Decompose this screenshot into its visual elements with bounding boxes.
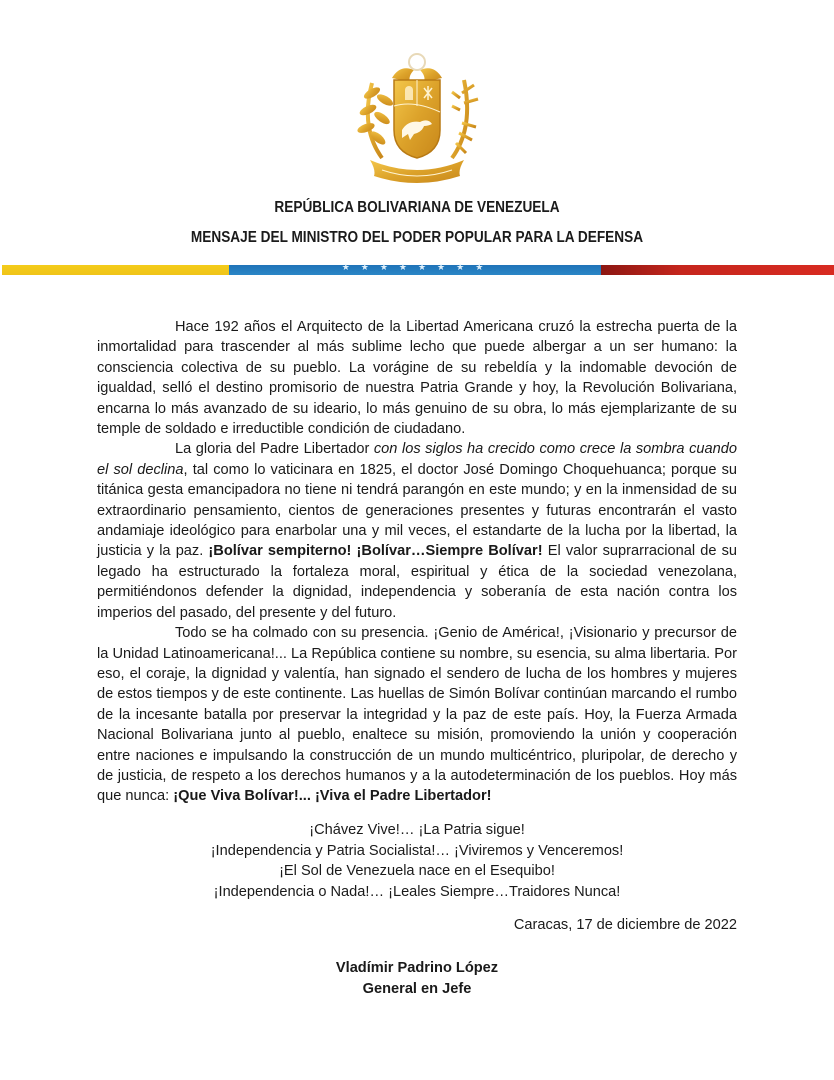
- coat-of-arms-emblem: [352, 48, 482, 188]
- message-body: [97, 317, 737, 807]
- document-subtitle: MENSAJE DEL MINISTRO DEL PODER POPULAR PARA LA DEFENSA: [190, 229, 644, 246]
- slogan-line: ¡Independencia o Nada!… ¡Leales Siempre…Traidores Nunca!: [213, 883, 621, 900]
- slogans-block: [0, 820, 834, 902]
- place-date: Caracas, 17 de diciembre de 2022: [513, 917, 737, 933]
- paragraph-1: Hace 192 años el Arquitecto de la Libertad Americana cruzó la estrecha puerta de la inmortalidad para trascender al más sublime lecho que puede albergar a un ser humano: la consciencia colectiva de su pueblo. La vorágine de su rebeldía y la indomable devoción de igualdad, selló el destino promisorio de nuestra Patria Grande y hoy, la Revolución Bolivariana, encarna lo más avanzado de su ideario, lo más genuino de su obra, lo más ejemplarizante de su temple de soldado e irreductible condición de ciudadano.: [97, 319, 737, 438]
- emphasis-bold: ¡Que Viva Bolívar!... ¡Viva el Padre Libertador!: [173, 788, 492, 805]
- document-title: REPÚBLICA BOLIVARIANA DE VENEZUELA: [274, 199, 560, 216]
- signatory-rank: General en Jefe: [362, 980, 472, 997]
- signature-block: [300, 958, 534, 999]
- flag-band-red: [601, 265, 834, 275]
- star-icons: ★★★★★★★★: [341, 262, 495, 272]
- quotation-italic: con los siglos ha crecido como crece la sombra cuando el sol declina: [97, 441, 737, 478]
- slogan-line: ¡Independencia y Patria Socialista!… ¡Viviremos y Venceremos!: [210, 842, 624, 859]
- signatory-name: Vladímir Padrino López: [335, 960, 499, 976]
- flag-band-yellow: [2, 265, 229, 275]
- paragraph-3: Todo se ha colmado con su presencia. ¡Genio de América!, ¡Visionario y precursor de la Unidad Latinoamericana!... La República contiene su nombre, su esencia, su alma libertaria. Por eso, el coraje, la dignidad y valentía, han signado el sendero de lucha de los hombres y mujeres de estos tiempos y de este continente. Las huellas de Simón Bolívar continúan marcando el rumbo de la incesante batalla por preservar la integridad y la paz de este país. Hoy, la Fuerza Armada Nacional Bolivariana junto al pueblo, enaltece su misión, promoviendo la unión y cooperación entre naciones e impulsando la construcción de un mundo multicéntrico, pluripolar, de derecho y de justicia, de respeto a los derechos humanos y a la autodeterminación de los pueblos. Hoy más que nunca: ¡Que Viva Bolívar!... ¡Viva el Padre Libertador!: [97, 625, 737, 805]
- slogan-line: ¡Chávez Vive!… ¡La Patria sigue!: [309, 822, 525, 838]
- slogan-line: ¡El Sol de Venezuela nace en el Esequibo!: [279, 863, 555, 880]
- paragraph-2: La gloria del Padre Libertador con los siglos ha crecido como crece la sombra cuando el sol declina, tal como lo vaticinara en 1825, el doctor José Domingo Choquehuanca; porque su titánica gesta emancipadora no tiene ni tendrá parangón en este mundo; y en la inmensidad de su extraordinario pensamiento, cientos de generaciones presentes y futuras encontrarán el vasto andamiaje ideológico para enarbolar una y mil veces, el estandarte de la lucha por la libertad, la justicia y la paz. ¡Bolívar sempiterno! ¡Bolívar…Siempre Bolívar! El valor suprarracional de su legado ha estructurado la fortaleza moral, espiritual y ética de la sociedad venezolana, permitiéndonos defender la dignidad, independencia y soberanía de esta nación contra los imperios del pasado, del presente y del futuro.: [97, 441, 737, 621]
- venezuela-coat-of-arms-icon: [352, 48, 482, 188]
- flag-band-blue: [229, 262, 601, 275]
- emphasis-bold: ¡Bolívar sempiterno! ¡Bolívar…Siempre Bolívar!: [208, 543, 543, 560]
- flag-color-band: [2, 262, 834, 275]
